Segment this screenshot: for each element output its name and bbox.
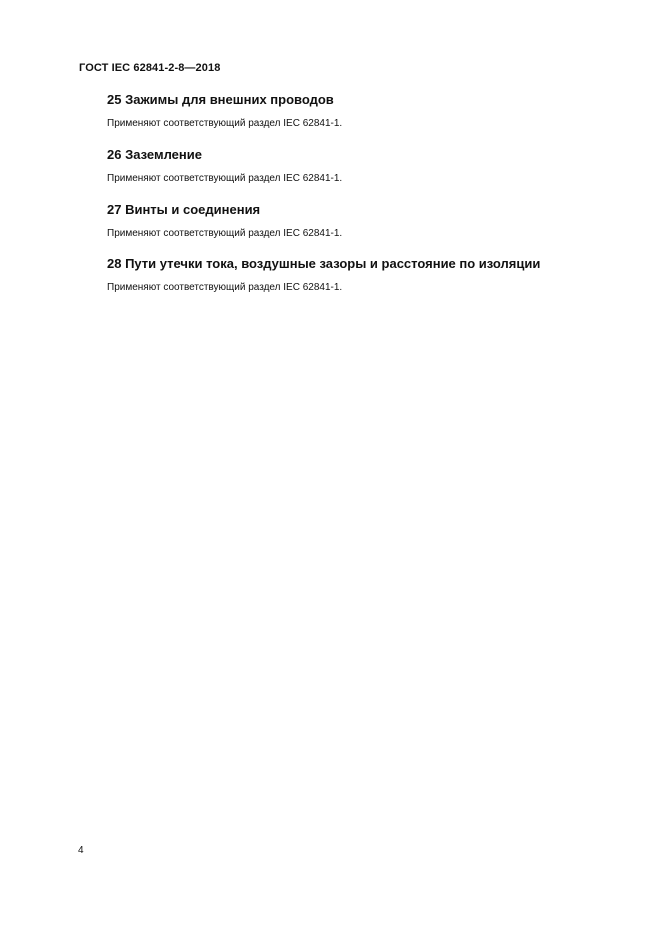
section-body: Применяют соответствующий раздел IEC 62841-1. <box>107 173 343 184</box>
document-code: ГОСТ IEC 62841-2-8—2018 <box>79 62 221 74</box>
section-25 <box>107 92 342 130</box>
section-title: 25 Зажимы для внешних проводов <box>107 92 334 107</box>
section-body: Применяют соответствующий раздел IEC 62841-1. <box>107 282 343 293</box>
section-27 <box>107 202 342 240</box>
section-body: Применяют соответствующий раздел IEC 62841-1. <box>107 228 343 239</box>
page-number: 4 <box>78 845 84 856</box>
section-26 <box>107 147 342 185</box>
section-title: 27 Винты и соединения <box>107 202 261 217</box>
section-28 <box>107 256 540 294</box>
section-title: 26 Заземление <box>107 147 202 162</box>
section-title: 28 Пути утечки тока, воздушные зазоры и расстояние по изоляции <box>107 256 541 271</box>
section-body: Применяют соответствующий раздел IEC 62841-1. <box>107 118 343 129</box>
